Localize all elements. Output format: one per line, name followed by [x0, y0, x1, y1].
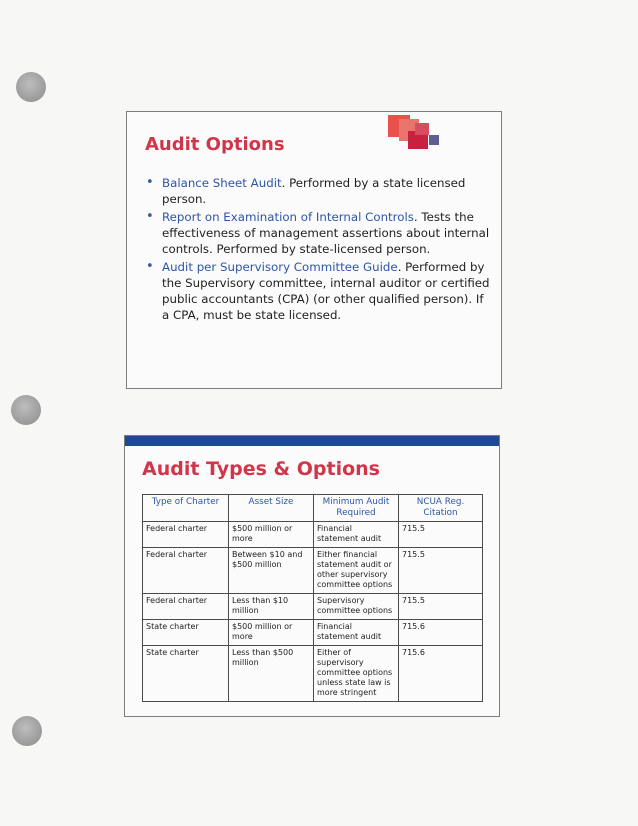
- table-header-cell: Minimum Audit Required: [314, 495, 399, 522]
- bullet-lead: Report on Examination of Internal Controls: [162, 210, 414, 224]
- binder-hole-bottom: [12, 716, 42, 746]
- binder-hole-middle: [11, 395, 41, 425]
- table-cell: Less than $10 million: [229, 594, 314, 620]
- bullet-item: [141, 175, 491, 207]
- decorative-square: [415, 123, 429, 135]
- table-cell: 715.6: [399, 646, 483, 702]
- bullet-text: . Performed by a state licensed person.: [162, 176, 466, 206]
- slide-title: Audit Options: [145, 134, 285, 155]
- bullet-icon: •: [146, 259, 154, 274]
- audit-types-table: [142, 494, 483, 702]
- table-cell: Either of supervisory committee options unless state law is more stringent: [314, 646, 399, 702]
- slide-audit-options: [126, 111, 502, 389]
- table-cell: Financial statement audit: [314, 522, 399, 548]
- bullet-icon: •: [146, 209, 154, 224]
- table-cell: 715.5: [399, 522, 483, 548]
- table-cell: 715.6: [399, 620, 483, 646]
- slide-top-bar: [125, 436, 499, 446]
- table-cell: Federal charter: [143, 522, 229, 548]
- table-cell: State charter: [143, 620, 229, 646]
- table-header-row: [143, 495, 483, 522]
- bullet-item: [141, 259, 491, 323]
- decorative-square: [429, 135, 439, 145]
- table-cell: State charter: [143, 646, 229, 702]
- table-cell: 715.5: [399, 548, 483, 594]
- bullet-text: . Tests the effectiveness of management assertions about internal controls. Performed by state-licensed person.: [162, 210, 490, 256]
- table-cell: $500 million or more: [229, 620, 314, 646]
- table-cell: Financial statement audit: [314, 620, 399, 646]
- table-row: [143, 594, 483, 620]
- table-cell: Either financial statement audit or other supervisory committee options: [314, 548, 399, 594]
- bullet-icon: •: [146, 175, 154, 190]
- bullet-item: [141, 209, 491, 257]
- table-row: [143, 646, 483, 702]
- bullet-lead: Audit per Supervisory Committee Guide: [162, 260, 398, 274]
- bullet-lead: Balance Sheet Audit: [162, 176, 282, 190]
- table-header-cell: Type of Charter: [143, 495, 229, 522]
- table-cell: Between $10 and $500 million: [229, 548, 314, 594]
- table-cell: $500 million or more: [229, 522, 314, 548]
- table-row: [143, 620, 483, 646]
- slide-audit-types: [124, 435, 500, 717]
- binder-hole-top: [16, 72, 46, 102]
- table-header-cell: NCUA Reg. Citation: [399, 495, 483, 522]
- table-cell: Federal charter: [143, 594, 229, 620]
- table-header-cell: Asset Size: [229, 495, 314, 522]
- slide-title: Audit Types & Options: [142, 458, 380, 480]
- table-row: [143, 548, 483, 594]
- table-row: [143, 522, 483, 548]
- bullet-text: . Performed by the Supervisory committee, internal auditor or certified public accountants (CPA) (or other qualified person). If a CPA, must be state licensed.: [162, 260, 490, 322]
- table-cell: 715.5: [399, 594, 483, 620]
- table-cell: Less than $500 million: [229, 646, 314, 702]
- table-cell: Federal charter: [143, 548, 229, 594]
- table-cell: Supervisory committee options: [314, 594, 399, 620]
- bullet-list: [141, 175, 491, 325]
